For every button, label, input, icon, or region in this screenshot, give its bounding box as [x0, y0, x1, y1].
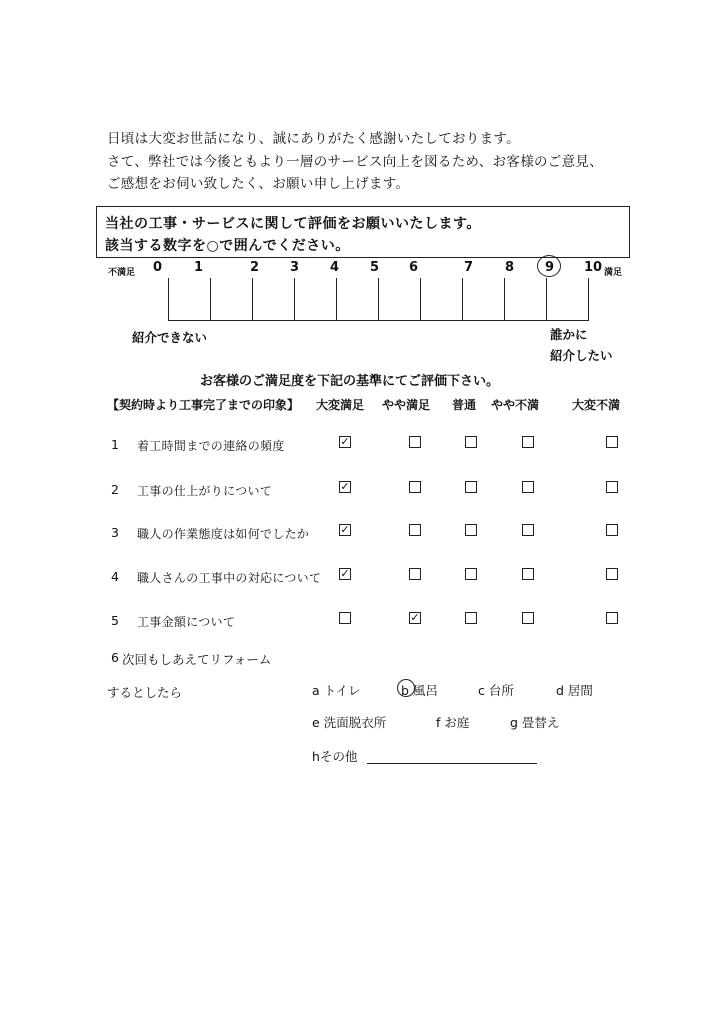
question-5-number: 5 — [111, 613, 119, 628]
q2-checkbox-somewhat-dissatisfied[interactable] — [522, 481, 534, 493]
intro-line-3: ご感想をお伺い致したく、お願い申し上げます。 — [107, 176, 410, 192]
option-e[interactable] — [312, 713, 386, 731]
option-c[interactable] — [478, 681, 514, 699]
option-d[interactable] — [556, 681, 593, 699]
option-d-letter: d — [556, 683, 564, 698]
section-label: 【契約時より工事完了までの印象】 — [107, 398, 300, 412]
scale-tick — [546, 278, 547, 321]
option-b[interactable] — [401, 681, 438, 699]
q1-checkbox-very-satisfied[interactable]: ✓ — [340, 435, 350, 448]
q3-checkbox-neutral[interactable] — [465, 524, 477, 536]
q4-checkbox-neutral[interactable] — [465, 568, 477, 580]
option-g-letter: g — [510, 715, 518, 730]
scale-high-caption-1: 誰かに — [550, 327, 588, 342]
q2-checkbox-neutral[interactable] — [465, 481, 477, 493]
scale-right-label: 満足 — [604, 268, 623, 278]
column-header-somewhat-satisfied: やや満足 — [382, 398, 431, 412]
question-1-text: 着工時間までの連絡の頻度 — [137, 439, 285, 453]
option-d-text: 居間 — [567, 683, 593, 698]
q5-checkbox-very-satisfied[interactable] — [339, 612, 351, 624]
q3-checkbox-very-satisfied[interactable]: ✓ — [340, 523, 350, 536]
q5-checkbox-neutral[interactable] — [465, 612, 477, 624]
scale-number-10[interactable]: 10 — [584, 260, 603, 275]
question-6-line-2: するとしたら — [107, 685, 183, 700]
question-5-text: 工事金額について — [137, 615, 236, 629]
q5-checkbox-somewhat-dissatisfied[interactable] — [522, 612, 534, 624]
option-a[interactable] — [312, 681, 361, 699]
option-h-letter: h — [312, 749, 320, 764]
column-header-somewhat-dissatisfied: やや不満 — [491, 398, 540, 412]
scale-tick — [336, 278, 337, 321]
scale-low-caption: 紹介できない — [132, 330, 208, 345]
question-4-number: 4 — [111, 569, 119, 584]
scale-baseline — [168, 320, 588, 321]
scale-tick — [462, 278, 463, 321]
q3-checkbox-very-dissatisfied[interactable] — [606, 524, 618, 536]
option-a-text: トイレ — [323, 683, 361, 698]
rating-instruction-line-2: 該当する数字を○で囲んでください。 — [105, 238, 350, 254]
question-1-number: 1 — [111, 437, 119, 452]
scale-tick — [504, 278, 505, 321]
option-h-text: その他 — [319, 749, 358, 764]
option-f-text: お庭 — [444, 715, 470, 730]
q1-checkbox-somewhat-satisfied[interactable] — [409, 436, 421, 448]
rating-instruction-line-1: 当社の工事・サービスに関して評価をお願いいたします。 — [105, 216, 481, 232]
scale-number-7[interactable]: 7 — [464, 260, 474, 275]
question-2-number: 2 — [111, 482, 119, 497]
q3-checkbox-somewhat-satisfied[interactable] — [409, 524, 421, 536]
scale-tick — [420, 278, 421, 321]
scale-number-2[interactable]: 2 — [250, 260, 260, 275]
question-6-number: 6 — [111, 650, 119, 665]
column-header-very-satisfied: 大変満足 — [316, 398, 365, 412]
scale-tick — [210, 278, 211, 321]
q2-checkbox-very-dissatisfied[interactable] — [606, 481, 618, 493]
rating-instruction-box — [96, 206, 630, 258]
intro-line-1: 日頃は大変お世話になり、誠にありがたく感謝いたしております。 — [107, 131, 520, 147]
scale-tick — [588, 278, 589, 321]
q4-checkbox-somewhat-satisfied[interactable] — [409, 568, 421, 580]
scale-number-5[interactable]: 5 — [370, 260, 380, 275]
question-2-text: 工事の仕上がりについて — [137, 484, 273, 498]
scale-tick — [294, 278, 295, 321]
option-b-letter: b — [401, 683, 409, 698]
scale-number-4[interactable]: 4 — [330, 260, 340, 275]
q5-checkbox-somewhat-satisfied[interactable]: ✓ — [410, 611, 420, 624]
q3-checkbox-somewhat-dissatisfied[interactable] — [522, 524, 534, 536]
scale-number-6[interactable]: 6 — [409, 260, 419, 275]
q1-checkbox-somewhat-dissatisfied[interactable] — [522, 436, 534, 448]
column-header-very-dissatisfied: 大変不満 — [572, 398, 621, 412]
question-3-number: 3 — [111, 525, 119, 540]
question-6-line-1: 次回もしあえてリフォーム — [122, 652, 272, 667]
survey-title: お客様のご満足度を下記の基準にてご評価下さい。 — [200, 374, 500, 389]
option-e-text: 洗面脱衣所 — [323, 715, 387, 730]
scale-number-1[interactable]: 1 — [194, 260, 204, 275]
scale-number-3[interactable]: 3 — [290, 260, 300, 275]
scale-tick — [378, 278, 379, 321]
option-c-letter: c — [478, 683, 485, 698]
scale-tick — [168, 278, 169, 321]
option-g[interactable] — [510, 713, 559, 731]
option-f-letter: f — [436, 715, 441, 730]
option-e-letter: e — [312, 715, 320, 730]
scale-tick — [252, 278, 253, 321]
q4-checkbox-somewhat-dissatisfied[interactable] — [522, 568, 534, 580]
q2-checkbox-somewhat-satisfied[interactable] — [409, 481, 421, 493]
q2-checkbox-very-satisfied[interactable]: ✓ — [340, 480, 350, 493]
scale-number-8[interactable]: 8 — [505, 260, 515, 275]
scale-number-0[interactable]: 0 — [153, 260, 163, 275]
option-c-text: 台所 — [488, 683, 514, 698]
option-g-text: 畳替え — [521, 715, 560, 730]
selected-circle-mark — [537, 255, 561, 277]
option-b-text: 風呂 — [412, 683, 438, 698]
scale-left-label: 不満足 — [108, 268, 136, 278]
question-4-text: 職人さんの工事中の対応について — [137, 571, 322, 585]
q4-checkbox-very-satisfied[interactable]: ✓ — [340, 567, 350, 580]
option-h[interactable] — [312, 747, 357, 765]
question-3-text: 職人の作業態度は如何でしたか — [137, 527, 310, 541]
q4-checkbox-very-dissatisfied[interactable] — [606, 568, 618, 580]
column-header-neutral: 普通 — [452, 398, 477, 412]
scale-high-caption-2: 紹介したい — [550, 348, 613, 363]
other-answer-line[interactable] — [367, 763, 537, 764]
q1-checkbox-neutral[interactable] — [465, 436, 477, 448]
option-a-letter: a — [312, 683, 320, 698]
option-f[interactable] — [436, 713, 469, 731]
q1-checkbox-very-dissatisfied[interactable] — [606, 436, 618, 448]
q5-checkbox-very-dissatisfied[interactable] — [606, 612, 618, 624]
scale-number-9[interactable]: 9 — [545, 260, 555, 275]
intro-line-2: さて、弊社では今後ともより一層のサービス向上を図るため、お客様のご意見、 — [107, 154, 603, 170]
